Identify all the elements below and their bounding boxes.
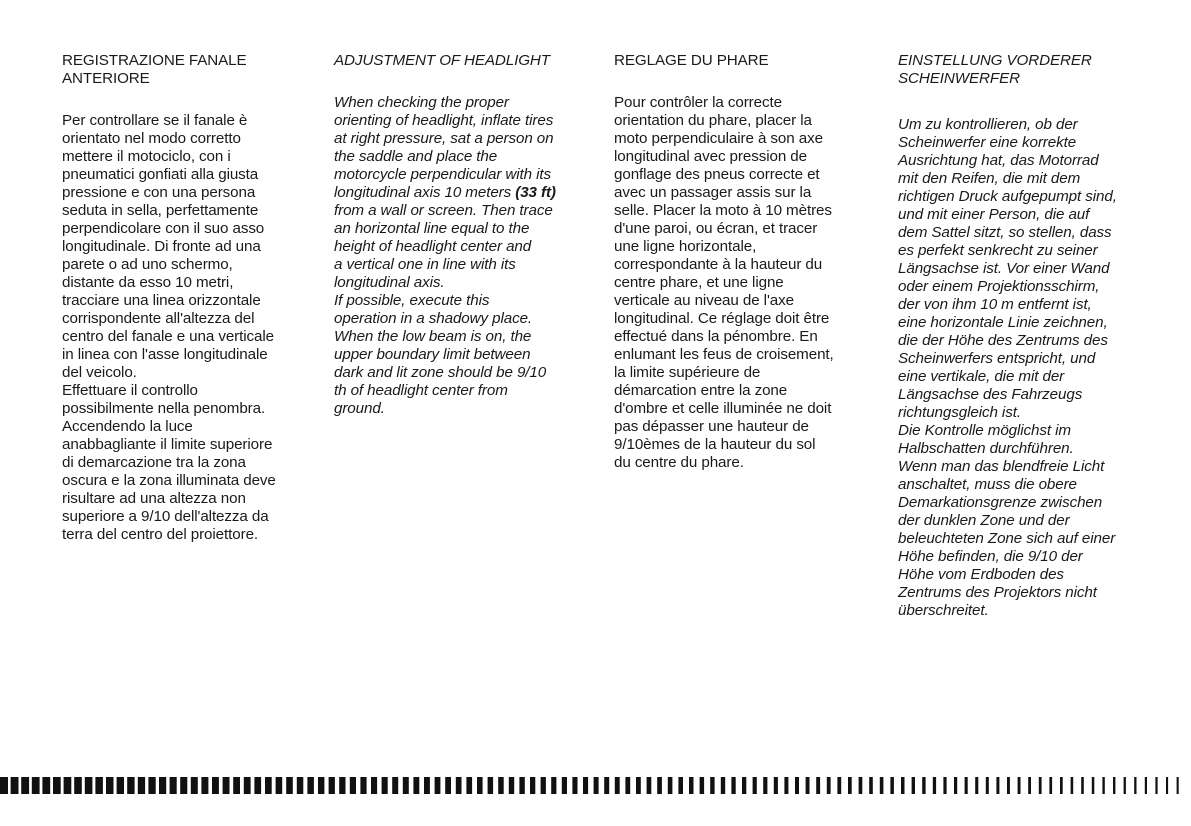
marker-tick: [615, 777, 620, 794]
marker-tick: [85, 777, 93, 794]
marker-tick: [922, 777, 925, 794]
body-line: une ligne horizontale,: [614, 238, 757, 255]
marker-tick: [212, 777, 219, 794]
marker-tick: [233, 777, 240, 794]
marker-tick: [1071, 777, 1074, 794]
body-line: an horizontal line equal to the: [334, 220, 530, 237]
body-line: Scheinwerfers entspricht, und: [898, 350, 1096, 367]
marker-tick: [901, 777, 905, 794]
print-marker-bar: [0, 777, 1191, 794]
marker-tick: [498, 777, 504, 794]
body-line: dem Sattel sitzt, so stellen, dass: [898, 224, 1112, 241]
column-english: [334, 52, 584, 418]
body-line: Accendendo la luce: [62, 418, 193, 435]
heading-english: [334, 52, 584, 70]
body-line: Per controllare se il fanale è: [62, 112, 248, 129]
body-line: corrispondente all'altezza del: [62, 310, 255, 327]
marker-tick: [1039, 777, 1042, 794]
marker-tick: [297, 777, 304, 794]
marker-tick: [244, 777, 251, 794]
body-line: richtigen Druck aufgepumpt sind,: [898, 188, 1117, 205]
marker-tick: [519, 777, 524, 794]
marker-tick: [890, 777, 894, 794]
marker-tick: [201, 777, 208, 794]
body-line: oscura e la zona illuminata deve: [62, 472, 276, 489]
marker-tick: [11, 777, 19, 794]
marker-tick: [276, 777, 283, 794]
body-line: Längsachse ist. Vor einer Wand: [898, 260, 1110, 277]
marker-tick: [21, 777, 29, 794]
marker-tick: [541, 777, 546, 794]
marker-tick: [731, 777, 735, 794]
body-line: gonflage des pneus correcte et: [614, 166, 820, 183]
marker-tick: [32, 777, 40, 794]
marker-tick: [265, 777, 272, 794]
marker-tick: [869, 777, 873, 794]
body-line: longitudinal axis.: [334, 274, 445, 291]
body-line: die der Höhe des Zentrums des: [898, 332, 1108, 349]
marker-tick: [413, 777, 419, 794]
marker-tick: [466, 777, 472, 794]
body-line: avec un passager assis sur la: [614, 184, 812, 201]
marker-tick: [286, 777, 293, 794]
marker-tick: [530, 777, 535, 794]
body-line: di demarcazione tra la zona: [62, 454, 246, 471]
heading-german: [898, 52, 1168, 88]
body-line: longitudinal avec pression de: [614, 148, 807, 165]
marker-tick: [1145, 777, 1147, 794]
marker-tick: [1049, 777, 1052, 794]
column-german: [898, 52, 1168, 620]
body-line: distante da esso 10 metri,: [62, 274, 234, 291]
body-italian: [62, 112, 312, 544]
body-line: 9/10èmes de la hauteur du sol: [614, 436, 816, 453]
marker-tick: [223, 777, 230, 794]
heading-line: REGLAGE DU PHARE: [614, 52, 769, 69]
body-line: parete o ad uno schermo,: [62, 256, 233, 273]
body-line: longitudinal. Ce réglage doit être: [614, 310, 830, 327]
marker-tick: [700, 777, 705, 794]
body-line: oder einem Projektionsschirm,: [898, 278, 1100, 295]
marker-tick: [1081, 777, 1084, 794]
marker-tick: [1113, 777, 1115, 794]
marker-tick: [191, 777, 198, 794]
body-line: the saddle and place the: [334, 148, 498, 165]
body-line: orientato nel modo corretto: [62, 130, 241, 147]
marker-tick: [42, 777, 50, 794]
body-line: pressione e con una persona: [62, 184, 256, 201]
body-line: Die Kontrolle möglichst im: [898, 422, 1071, 439]
marker-tick: [943, 777, 946, 794]
marker-tick: [1134, 777, 1136, 794]
marker-tick: [657, 777, 662, 794]
body-line: démarcation entre la zone: [614, 382, 788, 399]
marker-tick: [816, 777, 820, 794]
marker-tick: [1007, 777, 1010, 794]
body-line: moto perpendiculaire à son axe: [614, 130, 823, 147]
heading-line: ANTERIORE: [62, 70, 150, 87]
marker-tick: [1124, 777, 1126, 794]
marker-tick: [562, 777, 567, 794]
body-line: Scheinwerfer eine korrekte: [898, 134, 1077, 151]
body-line: motorcycle perpendicular with its: [334, 166, 552, 183]
marker-tick: [678, 777, 683, 794]
marker-tick: [0, 777, 8, 794]
marker-tick: [689, 777, 694, 794]
body-line: pneumatici gonfiati alla giusta: [62, 166, 259, 183]
unit-note: (33 ft): [511, 184, 556, 201]
body-line: upper boundary limit between: [334, 346, 531, 363]
body-line: Zentrums des Projektors nicht: [898, 584, 1097, 601]
body-line: superiore a 9/10 dell'altezza da: [62, 508, 269, 525]
marker-tick: [1028, 777, 1031, 794]
body-line: tracciare una linea orizzontale: [62, 292, 261, 309]
body-line: anschaltet, muss die obere: [898, 476, 1077, 493]
marker-tick: [435, 777, 441, 794]
body-line: pas dépasser une hauteur de: [614, 418, 809, 435]
body-line: du centre du phare.: [614, 454, 744, 471]
heading-line: SCHEINWERFER: [898, 70, 1020, 87]
body-line: der dunklen Zone und der: [898, 512, 1070, 529]
body-line: eine horizontale Linie zeichnen,: [898, 314, 1108, 331]
marker-tick: [996, 777, 999, 794]
heading-line: ADJUSTMENT OF HEADLIGHT: [334, 52, 550, 69]
body-line: orientation du phare, placer la: [614, 112, 812, 129]
body-line: Um zu kontrollieren, ob der: [898, 116, 1078, 133]
marker-tick: [138, 777, 145, 794]
body-line: anabbagliante il limite superiore: [62, 436, 273, 453]
body-german: [898, 116, 1168, 620]
body-line: When checking the proper: [334, 94, 509, 111]
body-line: possibilmente nella penombra.: [62, 400, 266, 417]
body-line: eine vertikale, die mit der: [898, 368, 1065, 385]
body-line: Demarkationsgrenze zwischen: [898, 494, 1103, 511]
marker-tick: [339, 777, 345, 794]
marker-tick: [403, 777, 409, 794]
body-line: es perfekt senkrecht zu seiner: [898, 242, 1098, 259]
marker-tick: [965, 777, 968, 794]
body-line: der von ihm 10 m entfernt ist,: [898, 296, 1092, 313]
marker-tick: [254, 777, 261, 794]
marker-tick: [954, 777, 957, 794]
marker-tick: [837, 777, 841, 794]
body-line: from a wall or screen. Then trace: [334, 202, 553, 219]
marker-tick: [350, 777, 356, 794]
heading-line: EINSTELLUNG VORDERER: [898, 52, 1092, 69]
marker-tick: [753, 777, 757, 794]
body-line: mit den Reifen, die mit dem: [898, 170, 1081, 187]
marker-tick: [382, 777, 388, 794]
marker-tick: [572, 777, 577, 794]
marker-tick: [1166, 777, 1168, 794]
body-line: seduta in sella, perfettamente: [62, 202, 259, 219]
marker-tick: [827, 777, 831, 794]
body-line: beleuchteten Zone sich auf einer: [898, 530, 1116, 547]
body-english: [334, 94, 584, 418]
marker-tick: [668, 777, 673, 794]
body-line: height of headlight center and: [334, 238, 532, 255]
body-line: When the low beam is on, the: [334, 328, 532, 345]
marker-tick: [117, 777, 124, 794]
marker-tick: [763, 777, 767, 794]
body-line: Halbschatten durchführen.: [898, 440, 1074, 457]
marker-tick: [1177, 777, 1179, 794]
marker-tick: [848, 777, 852, 794]
body-line: richtungsgleich ist.: [898, 404, 1021, 421]
marker-tick: [975, 777, 978, 794]
body-line: centre phare, et une ligne: [614, 274, 784, 291]
body-line: risultare ad una altezza non: [62, 490, 246, 507]
body-line: enlumant les feus de croisement,: [614, 346, 834, 363]
marker-tick: [329, 777, 335, 794]
marker-tick: [742, 777, 746, 794]
body-line: correspondante à la hauteur du: [614, 256, 823, 273]
body-line: überschreitet.: [898, 602, 989, 619]
marker-tick: [880, 777, 884, 794]
body-line: Effettuare il controllo: [62, 382, 198, 399]
marker-tick: [64, 777, 72, 794]
heading-line: REGISTRAZIONE FANALE: [62, 52, 247, 69]
body-line: perpendicolare con il suo asso: [62, 220, 265, 237]
marker-tick: [74, 777, 82, 794]
marker-tick: [318, 777, 324, 794]
marker-tick: [371, 777, 377, 794]
column-italian: [62, 52, 312, 544]
body-line: longitudinal axis 10 meters (33 ft): [334, 184, 556, 201]
marker-tick: [636, 777, 641, 794]
heading-italian: [62, 52, 312, 88]
marker-tick: [307, 777, 314, 794]
marker-tick: [551, 777, 556, 794]
body-line: centro del fanale e una verticale: [62, 328, 274, 345]
body-line: Pour contrôler la correcte: [614, 94, 782, 111]
marker-tick: [170, 777, 177, 794]
body-line: und mit einer Person, die auf: [898, 206, 1090, 223]
marker-tick: [509, 777, 514, 794]
marker-tick: [1102, 777, 1104, 794]
body-line: la limite supérieure de: [614, 364, 761, 381]
heading-french: [614, 52, 874, 70]
body-line: effectué dans la pénombre. En: [614, 328, 818, 345]
column-french: [614, 52, 874, 472]
marker-tick: [392, 777, 398, 794]
marker-tick: [859, 777, 863, 794]
marker-tick: [360, 777, 366, 794]
marker-tick: [424, 777, 430, 794]
marker-tick: [604, 777, 609, 794]
body-line: dark and lit zone should be 9/10: [334, 364, 547, 381]
marker-tick: [986, 777, 989, 794]
body-line: If possible, execute this: [334, 292, 490, 309]
marker-tick: [159, 777, 166, 794]
marker-tick: [912, 777, 915, 794]
marker-tick: [180, 777, 187, 794]
marker-tick: [1155, 777, 1157, 794]
marker-tick: [148, 777, 155, 794]
body-line: del veicolo.: [62, 364, 137, 381]
marker-tick: [583, 777, 588, 794]
marker-tick: [488, 777, 494, 794]
body-line: Höhe befinden, die 9/10 der: [898, 548, 1083, 565]
body-line: at right pressure, sat a person on: [334, 130, 554, 147]
body-line: d'une paroi, ou écran, et tracer: [614, 220, 818, 237]
body-line: d'ombre et celle illuminée ne doit: [614, 400, 832, 417]
marker-tick: [95, 777, 103, 794]
marker-tick: [625, 777, 630, 794]
body-line: Ausrichtung hat, das Motorrad: [898, 152, 1099, 169]
marker-tick: [721, 777, 725, 794]
body-line: Längsachse des Fahrzeugs: [898, 386, 1083, 403]
marker-tick: [1018, 777, 1021, 794]
body-french: [614, 94, 874, 472]
body-line: Wenn man das blendfreie Licht: [898, 458, 1105, 475]
marker-tick: [477, 777, 483, 794]
marker-tick: [127, 777, 134, 794]
body-line: selle. Placer la moto à 10 mètres: [614, 202, 832, 219]
marker-tick: [1092, 777, 1095, 794]
body-line: terra del centro del proiettore.: [62, 526, 259, 543]
marker-tick: [445, 777, 451, 794]
marker-tick: [647, 777, 652, 794]
marker-tick: [710, 777, 714, 794]
body-line: mettere il motociclo, con i: [62, 148, 231, 165]
marker-tick: [53, 777, 61, 794]
marker-tick: [933, 777, 936, 794]
body-line: verticale au niveau de l'axe: [614, 292, 794, 309]
body-line: Höhe vom Erdboden des: [898, 566, 1064, 583]
body-line: orienting of headlight, inflate tires: [334, 112, 554, 129]
marker-tick: [795, 777, 799, 794]
marker-tick: [594, 777, 599, 794]
marker-tick: [456, 777, 462, 794]
marker-tick: [106, 777, 114, 794]
body-line: th of headlight center from: [334, 382, 508, 399]
marker-tick: [806, 777, 810, 794]
body-line: operation in a shadowy place.: [334, 310, 533, 327]
body-line: a vertical one in line with its: [334, 256, 516, 273]
marker-tick: [1060, 777, 1063, 794]
body-line: longitudinale. Di fronte ad una: [62, 238, 261, 255]
body-line: ground.: [334, 400, 385, 417]
marker-tick: [774, 777, 778, 794]
body-line: in linea con l'asse longitudinale: [62, 346, 268, 363]
marker-tick: [784, 777, 788, 794]
